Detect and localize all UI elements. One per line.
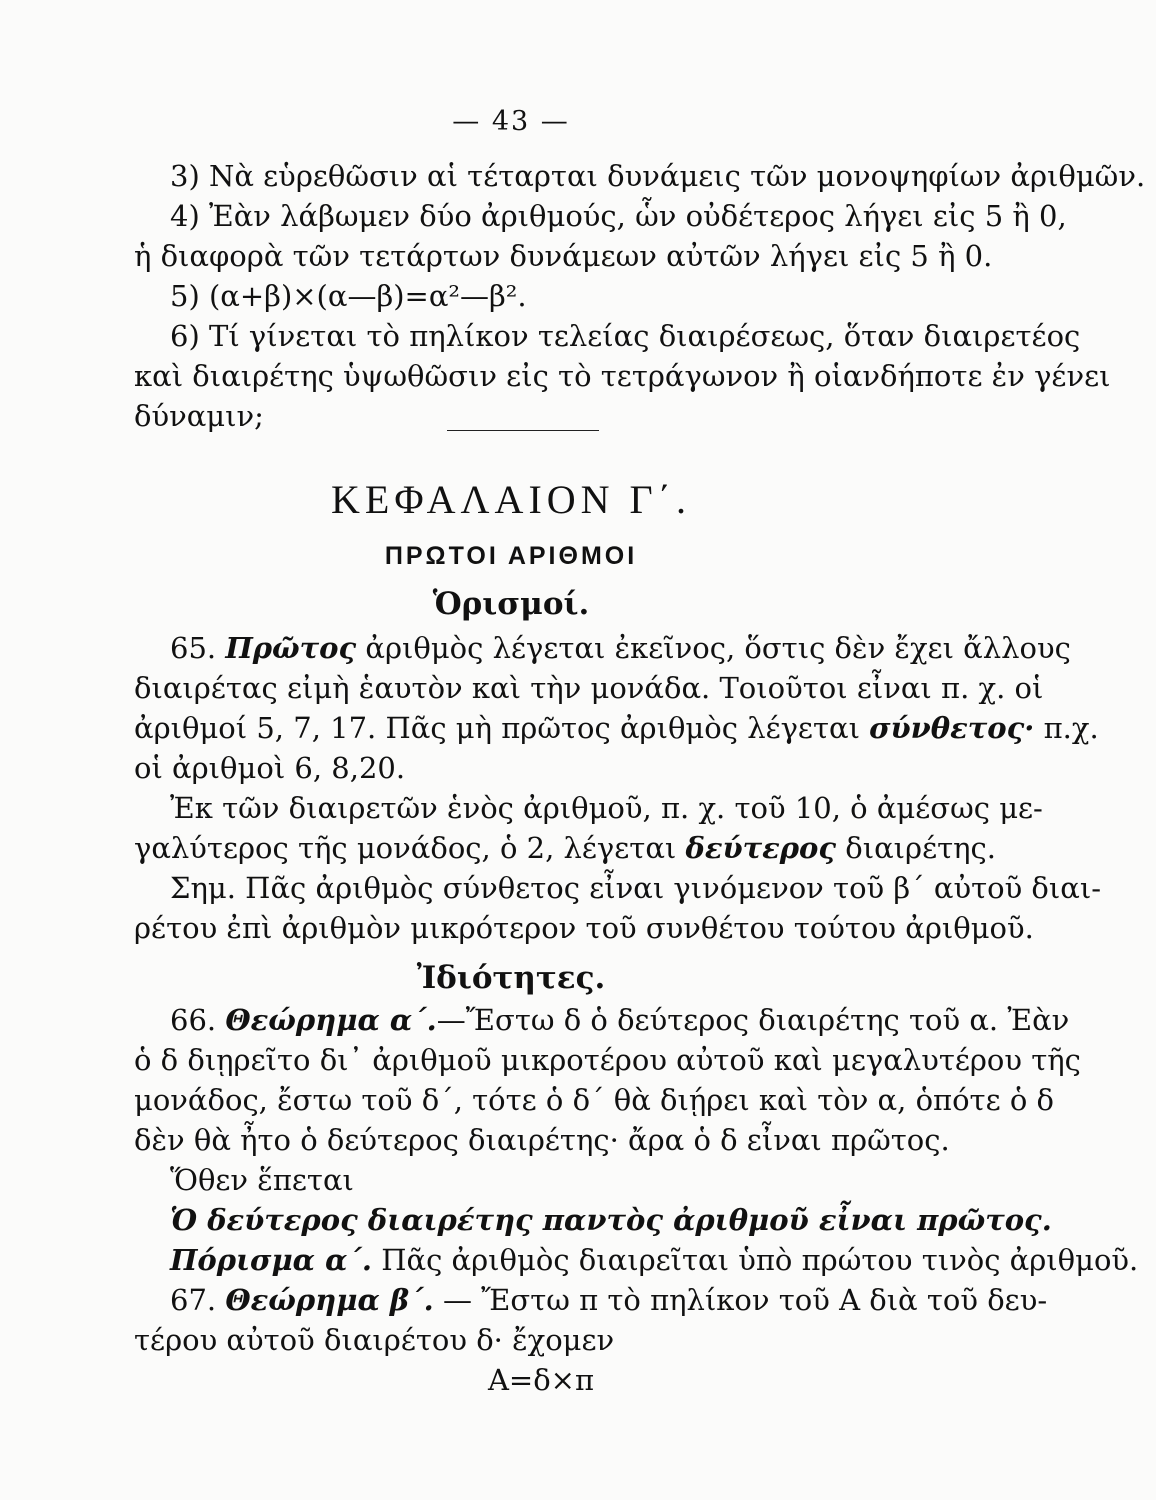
page-number: — 43 — xyxy=(452,106,570,137)
p67-line-1-text: — Ἔστω π τὸ πηλίκον τοῦ Α διὰ τοῦ δευ- xyxy=(442,1283,1048,1317)
p65b-line-2-a: γαλύτερος τῆς μονάδος, ὁ 2, λέγεται xyxy=(134,831,677,865)
chapter-subtitle: ΠΡΩΤΟΙ ΑΡΙΘΜΟΙ xyxy=(384,542,638,570)
p67-line-1 xyxy=(170,1280,1048,1320)
p65-term: Πρῶτος xyxy=(225,631,357,665)
chapter-title: ΚΕΦΑΛΑΙΟΝ Γ΄. xyxy=(331,477,691,522)
section-heading-definitions: Ὁρισμοί. xyxy=(432,586,590,622)
section-heading-properties: Ἰδιότητες. xyxy=(416,960,606,996)
p66-line-3: μονάδος, ἔστω τοῦ δ΄, τότε ὁ δ΄ θὰ διῄρει καὶ τὸν α, ὁπότε ὁ δ xyxy=(134,1083,1054,1117)
exercise-6-line-2: καὶ διαιρέτης ὑψωθῶσιν εἰς τὸ τετράγωνον ἢ οἱανδήποτε ἐν γένει xyxy=(134,359,1111,393)
p65-number: 65. xyxy=(170,631,217,665)
p65-line-1-text: ἀριθμὸς λέγεται ἐκεῖνος, ὅστις δὲν ἔχει ἄλλους xyxy=(365,631,1071,665)
note-line-2: ρέτου ἐπὶ ἀριθμὸν μικρότερον τοῦ συνθέτου τούτου ἀριθμοῦ. xyxy=(134,911,1034,945)
p66-label: Θεώρημα α΄. xyxy=(225,1003,437,1037)
p67-number: 67. xyxy=(170,1283,217,1317)
p65-line-1 xyxy=(170,628,1071,668)
exercise-4-line-2: ἡ διαφορὰ τῶν τετάρτων δυνάμεων αὐτῶν λήγει εἰς 5 ἢ 0. xyxy=(134,239,993,273)
p67-line-2: τέρου αὐτοῦ διαιρέτου δ· ἔχομεν xyxy=(134,1323,615,1357)
p67-formula: Α=δ×π xyxy=(487,1363,595,1397)
p66-line-2: ὁ δ διῃρεῖτο δι᾽ ἀριθμοῦ μικροτέρου αὐτοῦ καὶ μεγαλυτέρου τῆς xyxy=(134,1043,1081,1077)
p65b-line-2 xyxy=(134,828,1156,868)
p66-line-4: δὲν θὰ ἦτο ὁ δεύτερος διαιρέτης· ἄρα ὁ δ εἶναι πρῶτος. xyxy=(134,1123,950,1157)
p65-line-2: διαιρέτας εἰμὴ ἑαυτὸν καὶ τὴν μονάδα. Τοιοῦτοι εἶναι π. χ. οἱ xyxy=(134,671,1044,705)
exercise-6-line-3: δύναμιν; xyxy=(134,399,264,433)
porism-line xyxy=(170,1240,1139,1280)
p65b-line-2-b: διαιρέτης. xyxy=(845,831,996,865)
p65-line-3-a: ἀριθμοί 5, 7, 17. Πᾶς μὴ πρῶτος ἀριθμὸς λέγεται xyxy=(134,711,860,745)
p65b-line-1: Ἐκ τῶν διαιρετῶν ἑνὸς ἀριθμοῦ, π. χ. τοῦ 10, ὁ ἀμέσως με- xyxy=(170,791,1043,825)
p66-number: 66. xyxy=(170,1003,217,1037)
porism-text: Πᾶς ἀριθμὸς διαιρεῖται ὑπὸ πρώτου τινὸς ἀριθμοῦ. xyxy=(381,1243,1139,1277)
p66-line-1-text: —Ἔστω δ ὁ δεύτερος διαιρέτης τοῦ α. Ἐὰν xyxy=(436,1003,1070,1037)
exercise-6-line-1: 6) Τί γίνεται τὸ πηλίκον τελείας διαιρέσεως, ὅταν διαιρετέος xyxy=(170,319,1081,353)
exercise-4-line-1: 4) Ἐὰν λάβωμεν δύο ἀριθμούς, ὧν οὐδέτερος λήγει εἰς 5 ἢ 0, xyxy=(170,199,1067,233)
theorem-statement: Ὁ δεύτερος διαιρέτης παντὸς ἀριθμοῦ εἶναι πρῶτος. xyxy=(170,1203,1052,1237)
p65-line-4: οἱ ἀριθμοὶ 6, 8,20. xyxy=(134,751,406,785)
section-divider xyxy=(447,430,599,431)
porism-label: Πόρισμα α΄. xyxy=(170,1243,372,1277)
p66-line-1 xyxy=(170,1000,1070,1040)
p65b-term: δεύτερος xyxy=(685,831,837,865)
exercise-5: 5) (α+β)×(α—β)=α²—β². xyxy=(170,279,527,313)
p66-line-5: Ὅθεν ἕπεται xyxy=(170,1163,354,1197)
note-line-1: Σημ. Πᾶς ἀριθμὸς σύνθετος εἶναι γινόμενον τοῦ β΄ αὐτοῦ διαι- xyxy=(170,871,1102,905)
p65-line-3 xyxy=(134,708,1099,748)
exercise-3: 3) Νὰ εὑρεθῶσιν αἱ τέταρται δυνάμεις τῶν μονοψηφίων ἀριθμῶν. xyxy=(170,159,1146,193)
p65-line-3-b: π.χ. xyxy=(1043,711,1099,745)
p65-term-composite: σύνθετος· xyxy=(869,711,1035,745)
p67-label: Θεώρημα β΄. xyxy=(225,1283,434,1317)
